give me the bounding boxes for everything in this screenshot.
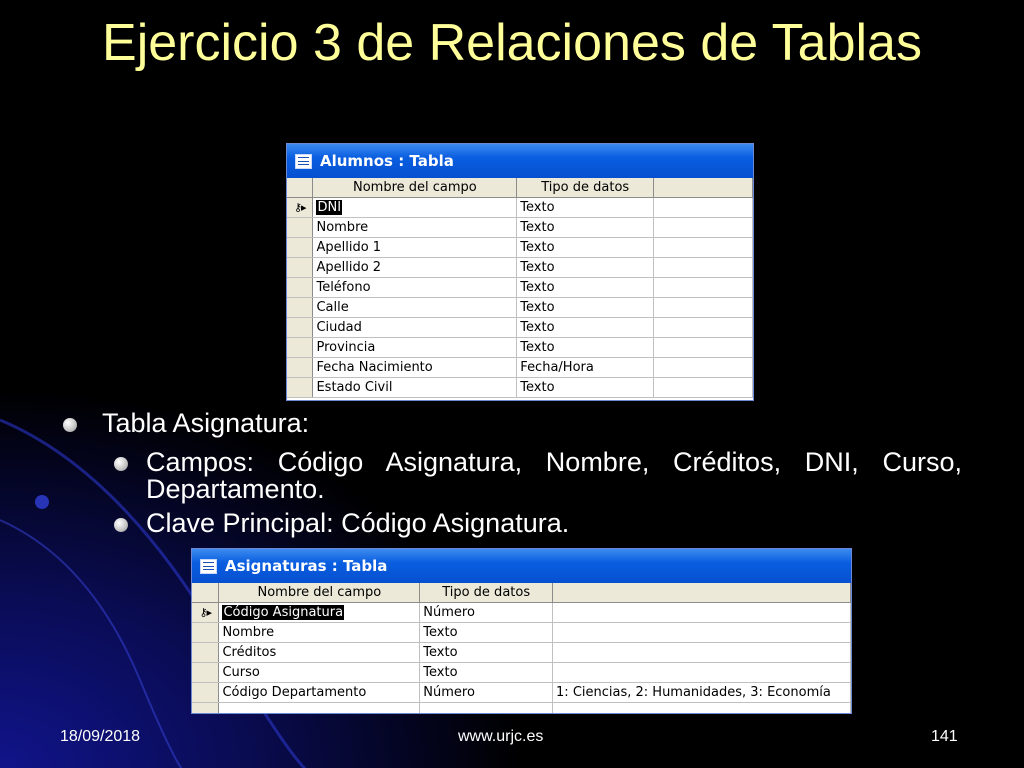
data-type-cell[interactable]: Texto [517,258,654,278]
row-selector[interactable] [192,663,219,683]
bullet-dot-icon [63,418,77,432]
row-selector[interactable] [192,603,219,623]
field-name-cell[interactable]: Créditos [219,643,420,663]
data-type-cell[interactable]: Texto [517,218,654,238]
bullet-main-text: Tabla Asignatura: [102,408,310,438]
row-selector[interactable] [192,623,219,643]
data-type-cell[interactable]: Número [420,603,553,623]
data-type-cell[interactable]: Texto [517,378,654,398]
table-row[interactable] [192,603,851,623]
description-cell[interactable] [654,278,753,298]
data-type-cell[interactable]: Texto [420,663,553,683]
row-selector[interactable] [287,338,313,358]
data-type-cell[interactable]: Número [420,683,553,703]
field-name-cell[interactable]: Teléfono [313,278,517,298]
description-cell[interactable] [654,298,753,318]
field-name-cell[interactable]: Curso [219,663,420,683]
column-header-data-type: Tipo de datos [420,583,553,603]
row-selector[interactable] [287,358,313,378]
slide-title: Ejercicio 3 de Relaciones de Tablas [102,14,922,72]
field-name-cell[interactable]: Fecha Nacimiento [313,358,517,378]
bullet-primary-key-text: Clave Principal: Código Asignatura. [146,508,570,538]
description-cell[interactable] [654,198,753,218]
alumnos-titlebar[interactable] [287,144,753,178]
description-cell[interactable] [654,218,753,238]
description-cell[interactable]: 1: Ciencias, 2: Humanidades, 3: Economía [553,683,851,703]
column-header-field-name: Nombre del campo [219,583,420,603]
description-cell[interactable] [553,643,851,663]
bullet-fields-text: Campos: Código Asignatura, Nombre, Créditos, DNI, Curso, Departamento. [146,447,962,504]
table-row[interactable] [287,198,753,218]
column-header-data-type: Tipo de datos [517,178,654,198]
field-name-cell[interactable]: Nombre [219,623,420,643]
row-selector[interactable] [192,703,219,715]
description-cell[interactable] [654,318,753,338]
table-row[interactable] [287,238,753,258]
table-row[interactable] [287,358,753,378]
table-row[interactable] [192,663,851,683]
field-name-cell[interactable]: Nombre [313,218,517,238]
data-type-cell[interactable] [420,703,553,715]
asignaturas-titlebar[interactable] [192,549,851,583]
field-name-cell[interactable]: Ciudad [313,318,517,338]
bullet-dot-icon [114,518,128,532]
row-selector[interactable] [287,318,313,338]
description-cell[interactable] [654,338,753,358]
table-row[interactable] [192,683,851,703]
field-name-cell[interactable]: Apellido 2 [313,258,517,278]
alumnos-table-window [286,143,754,401]
table-row[interactable] [192,643,851,663]
row-selector[interactable] [287,218,313,238]
bullet-dot-icon [114,457,128,471]
primary-key-icon: ⚷▸ [199,606,212,619]
table-icon [295,154,312,169]
table-icon [200,559,217,574]
row-selector[interactable] [192,683,219,703]
data-type-cell[interactable]: Texto [517,238,654,258]
asignaturas-window-title: Asignaturas : Tabla [225,557,388,575]
table-row[interactable] [287,318,753,338]
footer-page-number: 141 [931,728,958,745]
description-cell[interactable] [654,238,753,258]
bullet-item-primary-key [60,510,962,537]
row-selector[interactable] [287,378,313,398]
table-row[interactable] [287,278,753,298]
table-row[interactable] [287,338,753,358]
description-cell[interactable] [553,663,851,683]
bullet-list [60,407,962,537]
data-type-cell[interactable]: Texto [517,298,654,318]
alumnos-design-grid [287,178,753,398]
field-name-cell[interactable]: Código Asignatura [219,603,420,623]
table-row[interactable] [287,378,753,398]
field-name-cell[interactable]: Provincia [313,338,517,358]
table-row[interactable] [192,623,851,643]
field-name-cell[interactable]: Código Departamento [219,683,420,703]
field-name-cell[interactable]: DNI [313,198,517,218]
row-selector[interactable] [192,643,219,663]
bullet-item-fields [60,449,962,503]
field-name-cell[interactable] [219,703,420,715]
table-row[interactable] [192,703,851,715]
data-type-cell[interactable]: Fecha/Hora [517,358,654,378]
data-type-cell[interactable]: Texto [517,278,654,298]
column-header-description [553,583,851,603]
footer-date: 18/09/2018 [60,728,141,745]
table-row[interactable] [287,258,753,278]
description-cell[interactable] [654,258,753,278]
alumnos-window-title: Alumnos : Tabla [320,152,454,170]
row-selector[interactable] [287,298,313,318]
data-type-cell[interactable]: Texto [420,643,553,663]
column-header-description [654,178,753,198]
data-type-cell[interactable]: Texto [517,318,654,338]
row-selector-header [192,583,219,603]
field-name-cell[interactable]: Calle [313,298,517,318]
description-cell[interactable] [654,358,753,378]
data-type-cell[interactable]: Texto [517,198,654,218]
field-name-cell[interactable]: Estado Civil [313,378,517,398]
table-row[interactable] [287,298,753,318]
description-cell[interactable] [553,603,851,623]
table-row[interactable] [287,218,753,238]
field-name-cell[interactable]: Apellido 1 [313,238,517,258]
data-type-cell[interactable]: Texto [517,338,654,358]
column-header-field-name: Nombre del campo [313,178,517,198]
asignaturas-design-grid [192,583,851,714]
footer-url: www.urjc.es [458,728,544,745]
row-selector[interactable] [287,198,313,218]
row-selector-header [287,178,313,198]
primary-key-icon: ⚷▸ [293,201,306,214]
row-selector[interactable] [287,238,313,258]
row-selector[interactable] [287,278,313,298]
asignaturas-table-window [191,548,852,714]
data-type-cell[interactable]: Texto [420,623,553,643]
row-selector[interactable] [287,258,313,278]
bullet-item-main [60,407,962,440]
description-cell[interactable] [553,703,851,715]
description-cell[interactable] [553,623,851,643]
description-cell[interactable] [654,378,753,398]
